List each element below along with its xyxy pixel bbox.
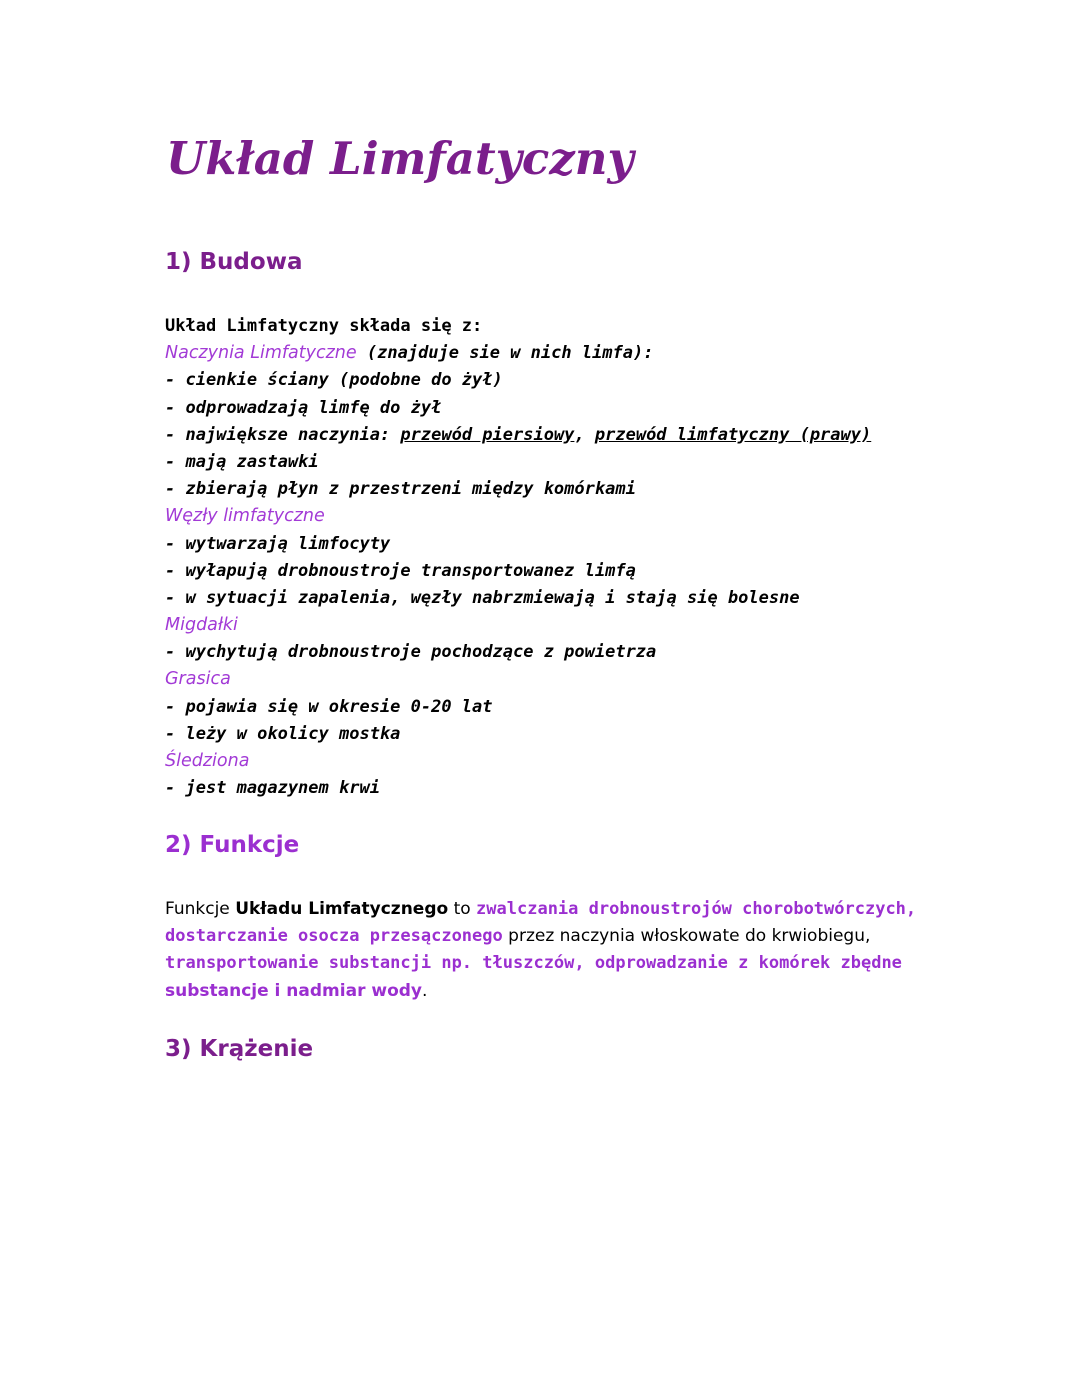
funkcje-line-3	[165, 950, 945, 977]
funkcje-text-7: transportowanie substancji np. tłuszczów, odprowadzanie z komórek zbędne	[165, 953, 902, 974]
thymus-bullet-1: - pojawia się w okresie 0-20 lat	[165, 696, 493, 717]
vessels-bullet-3	[165, 422, 925, 449]
heading-budowa: 1) Budowa	[165, 249, 303, 275]
vessels-heading-line	[165, 340, 925, 367]
vessels-bullet-1: - cienkie ściany (podobne do żył)	[165, 370, 503, 391]
funkcje-text-2: Układu Limfatycznego	[235, 899, 449, 919]
organ-nodes: Węzły limfatyczne	[165, 506, 325, 527]
organ-tonsils: Migdałki	[165, 615, 238, 636]
funkcje-text-4: zwalczania drobnoustrojów chorobotwórczych,	[476, 899, 917, 919]
funkcje-text-5: dostarczanie osocza przesączonego	[165, 926, 503, 947]
funkcje-paragraph	[165, 896, 945, 1005]
heading-funkcje: 2) Funkcje	[165, 832, 300, 858]
funkcje-line-1	[165, 896, 945, 923]
budowa-intro: Układ Limfatyczny składa się z:	[165, 316, 483, 336]
vessels-bullet-3-sep: ,	[574, 424, 595, 445]
funkcje-text-6: przez naczynia włoskowate do krwiobiegu,	[502, 926, 871, 947]
funkcje-line-4	[165, 978, 945, 1005]
funkcje-text-3: to	[448, 899, 477, 919]
vessels-bullet-3-prefix: - największe naczynia:	[165, 424, 401, 445]
vessels-note: (znajduje sie w nich limfa):	[356, 343, 654, 364]
page-title: Układ Limfatyczny	[166, 132, 634, 185]
budowa-section	[165, 313, 925, 802]
nodes-bullet-1: - wytwarzają limfocyty	[165, 533, 391, 554]
vessels-bullet-4: - mają zastawki	[165, 451, 319, 472]
link-przewod-piersiowy[interactable]: przewód piersiowy	[400, 424, 575, 445]
funkcje-text-8: substancje i nadmiar wody	[165, 980, 423, 1001]
nodes-bullet-2: - wyłapują drobnoustroje transportowanez limfą	[165, 560, 636, 581]
vessels-bullet-5: - zbierają płyn z przestrzeni między komórkami	[165, 479, 636, 500]
funkcje-line-2	[165, 923, 945, 950]
vessels-bullet-2: - odprowadzają limfę do żył	[165, 397, 442, 418]
heading-krazenie: 3) Krążenie	[165, 1036, 314, 1062]
funkcje-text-9: .	[422, 980, 428, 1001]
organ-vessels: Naczynia Limfatyczne	[165, 343, 357, 364]
organ-thymus: Grasica	[165, 669, 231, 690]
funkcje-text-1: Funkcje	[165, 899, 236, 919]
spleen-bullet-1: - jest magazynem krwi	[165, 778, 380, 799]
thymus-bullet-2: - leży w okolicy mostka	[165, 723, 401, 744]
tonsils-bullet-1: - wychytują drobnoustroje pochodzące z powietrza	[165, 642, 657, 663]
organ-spleen: Śledziona	[165, 751, 250, 771]
link-przewod-limfatyczny[interactable]: przewód limfatyczny (prawy)	[594, 424, 872, 445]
nodes-bullet-3: - w sytuacji zapalenia, węzły nabrzmiewają i stają się bolesne	[165, 587, 800, 608]
